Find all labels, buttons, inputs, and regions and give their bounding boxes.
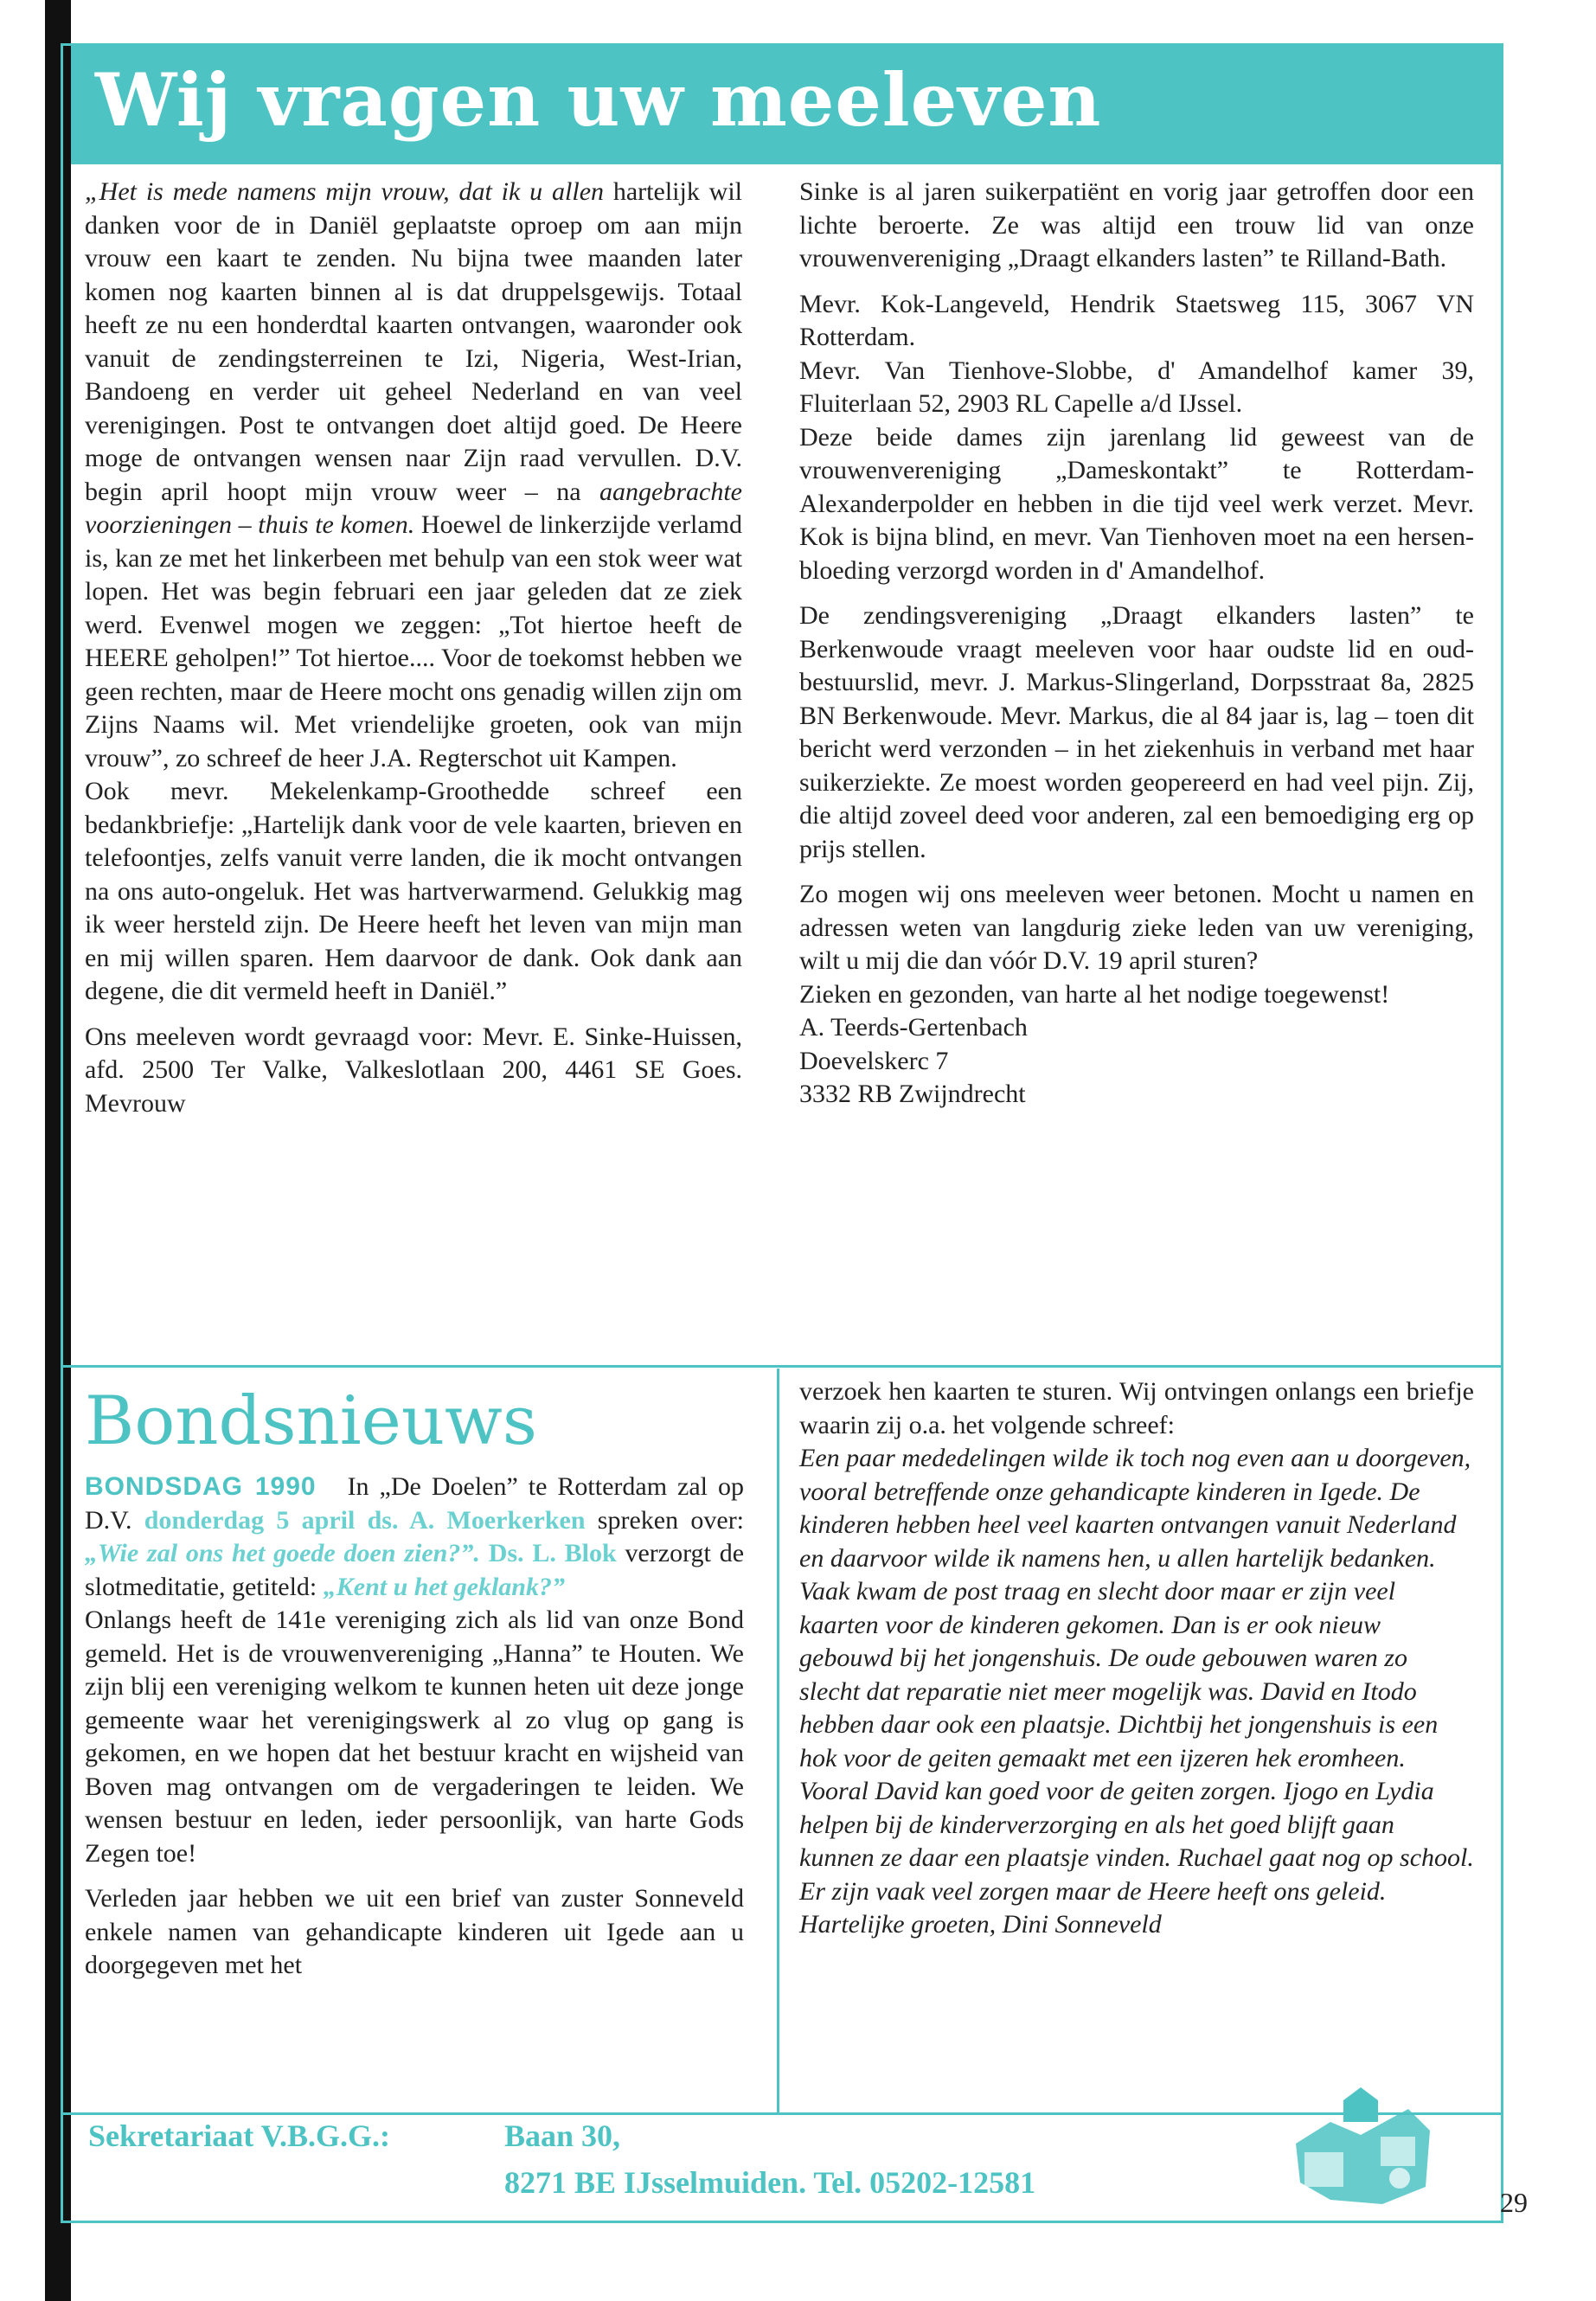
- bondsdag-date: donderdag 5 april ds. A. Moerkerken: [144, 1505, 586, 1535]
- signature-name: A. Teerds-Gertenbach: [799, 1013, 1028, 1042]
- quote-text: Hoewel de linkerzijde verlamd is, kan ze met het linkerbeen met behulp van een stok weer wat lopen. Het was begin februari een jaar geleden dat ze ziek werd. Evenwel mogen we zeggen: „Tot hiertoe heeft de HEERE geholpen!” Tot hiertoe.... Voor de toekomst hebben we geen rechten, maar de Heere mocht ons genadig willen zijn om Zijns Naams wil. Met vriendelijke groeten, ook van mijn vrouw”, zo schreef de heer J.A. Regterschot uit Kampen.: [85, 510, 742, 772]
- article-paragraph: Sinke is al jaren suikerpatiënt en vorig jaar getroffen door een lichte beroerte. Ze was altijd een trouw lid van onze vrouwenvereniging „Draagt elkanders lasten” te Rilland-Bath.: [799, 177, 1474, 272]
- section-divider: [61, 1365, 1503, 1368]
- section-title-bondsnieuws: Bondsnieuws: [85, 1382, 537, 1460]
- quote-text: hartelijk wil danken voor de in Daniël geplaatste oproep om aan mijn vrouw een kaart te zenden. Nu bijna twee maanden later komen nog kaarten binnen al is dat druppelsgewijs. Totaal heeft ze nu een honderdtal kaarten ontvangen, waaronder ook vanuit de zendingsterreinen te Izi, Nigeria, West-Irian, Bandoeng en verder uit geheel Nederland en van veel verenigingen. Post te ontvangen doet altijd goed. De Heere moge de ontvangen wensen naar Zijn raad vervullen. D.V. begin april hoopt mijn vrouw weer – na: [85, 177, 742, 506]
- article-paragraph: Zo mogen wij ons meeleven weer betonen. Mocht u namen en adressen weten van langdurig zieke leden van uw vereniging, wilt u mij die dan vóór D.V. 19 april sturen?: [799, 880, 1474, 975]
- article-paragraph: Zieken en gezonden, van harte al het nodige toegewenst!: [799, 979, 1390, 1009]
- article-paragraph: Onlangs heeft de 141e vereniging zich als lid van onze Bond gemeld. Het is de vrouwenvereniging „Hanna” te Houten. We zijn blij een vereniging welkom te kunnen heten uit deze jonge gemeente waar het verenigingswerk al zo vlug op gang is gekomen, en we hopen dat het bestuur kracht en wijsheid van Boven mag ontvangen om de vergaderingen te leiden. We wensen bestuur en leden, ieder persoonlijk, van harte Gods Zegen toe!: [85, 1606, 744, 1868]
- letter-signature: Hartelijke groeten, Dini Sonneveld: [799, 1910, 1162, 1939]
- bondsdag-topic: „Wie zal ons het goede doen zien?”.: [85, 1539, 480, 1567]
- bondsnieuws-column-right: [799, 1375, 1474, 1942]
- footer-label: Sekretariaat V.B.G.G.:: [88, 2118, 390, 2153]
- bondsdag-paragraph: [85, 1471, 744, 1604]
- page-title: Wij vragen uw meeleven: [95, 57, 1102, 143]
- letter-quote: Een paar mededelingen wilde ik toch nog even aan u doorgeven, vooral betreffende onze gehandicapte kinderen in Igede. De kinderen hebben heel veel kaarten ontvangen vanuit Nederland en daarvoor wilde ik namens hen, u allen hartelijk bedanken. Vaak kwam de post traag en slecht door maar er zijn veel kaarten voor de kinderen gekomen. Dan is er ook nieuw gebouwd bij het jongenshuis. De oude gebouwen waren zo slecht dat reparatie niet meer mogelijk was. David en Itodo hebben daar ook een plaatsje. Dichtbij het jongenshuis is een hok voor de geiten gemaakt met een ijzeren hek eromheen. Vooral David kan goed voor de geiten zorgen. Ijogo en Lydia helpen bij de kinderverzorging en als het goed blijft gaan kunnen ze daar een plaatsje vinden. Ruchael gaat nog op school. Er zijn vaak veel zorgen maar de Heere heeft ons geleid.: [799, 1444, 1474, 1906]
- address-paragraph: Mevr. Van Tienhove-Slobbe, d' Amandelhof kamer 39, Fluiterlaan 52, 2903 RL Capelle a/d IJssel.: [799, 356, 1474, 418]
- bondsdag-speaker: Ds. L. Blok: [488, 1539, 617, 1567]
- quote-opening: „Het is mede namens mijn vrouw, dat ik u allen: [85, 177, 605, 206]
- article-paragraph: verzoek hen kaarten te sturen. Wij ontvingen onlangs een briefje waarin zij o.a. het volgende schreef:: [799, 1377, 1474, 1439]
- vbgg-logo-icon: [1279, 2083, 1443, 2213]
- bondsnieuws-column-left: [85, 1471, 744, 1983]
- article-paragraph: Ook mevr. Mekelenkamp-Groothedde schreef een bedankbriefje: „Hartelijk dank voor de vele kaarten, brieven en telefoontjes, zelfs vanuit verre landen, die ik mocht ontvangen na ons auto-ongeluk. Het was hartverwarmend. Gelukkig mag ik weer hersteld zijn. De Heere heeft het leven van mijn man en mij willen sparen. Hem daarvoor de dank. Ook dank aan degene, die dit vermeld heeft in Daniël.”: [85, 777, 742, 1005]
- footer-address-line2: 8271 BE IJsselmuiden. Tel. 05202-12581: [504, 2165, 1036, 2200]
- column-divider: [777, 1368, 779, 2112]
- article-paragraph: Verleden jaar hebben we uit een brief van zuster Sonneveld enkele namen van gehandicapte kinderen uit Igede aan u doorgegeven met het: [85, 1884, 744, 1979]
- bondsdag-topic: „Kent u het geklank?”: [323, 1572, 565, 1601]
- article-column-right: [799, 176, 1474, 1112]
- footer-address-line1: Baan 30,: [504, 2118, 621, 2153]
- article-paragraph: [85, 176, 742, 775]
- bondsdag-text: spreken over:: [597, 1505, 745, 1535]
- signature-city: 3332 RB Zwijndrecht: [799, 1080, 1026, 1108]
- bondsdag-kicker: BONDSDAG 1990: [85, 1472, 317, 1501]
- quote-italic-phrase: aangebrachte voorzieningen – thuis te komen.: [85, 477, 742, 539]
- bondsdag-text: In „De Doelen” te Rotterdam zal op D.V.: [85, 1472, 745, 1535]
- article-paragraph: De zendingsvereniging „Draagt elkanders lasten” te Berkenwoude vraagt meeleven voor haar oudste lid en oud-bestuurslid, mevr. J. Markus-Slingerland, Dorpsstraat 8a, 2825 BN Berkenwoude. Mevr. Markus, die al 84 jaar is, lag – toen dit bericht werd verzonden – in het ziekenhuis in verband met haar suikerziekte. Ze moest worden geopereerd en had veel pijn. Zij, die altijd zoveel deed voor anderen, zal een bemoediging erg op prijs stellen.: [799, 601, 1474, 863]
- page-number: 29: [1500, 2187, 1528, 2218]
- bondsdag-text: verzorgt de slotmeditatie, getiteld:: [85, 1539, 745, 1601]
- header-banner: [71, 43, 1503, 164]
- article-column-left: [85, 176, 742, 1120]
- signature-street: Doevelskerc 7: [799, 1046, 949, 1075]
- address-paragraph: Mevr. Kok-Langeveld, Hendrik Staetsweg 115, 3067 VN Rotterdam.: [799, 289, 1474, 351]
- article-paragraph: Ons meeleven wordt gevraagd voor: Mevr. E. Sinke-Huissen, afd. 2500 Ter Valke, Valkeslotlaan 200, 4461 SE Goes. Mevrouw: [85, 1022, 742, 1118]
- article-paragraph: Deze beide dames zijn jarenlang lid geweest van de vrouwenvereniging „Dameskontakt” te Rotterdam-Alexanderpolder en hebben in die tijd veel werk verzet. Mevr. Kok is bijna blind, en mevr. Van Tienhoven moet na een hersen-bloeding verzorgd worden in d' Amandelhof.: [799, 422, 1474, 585]
